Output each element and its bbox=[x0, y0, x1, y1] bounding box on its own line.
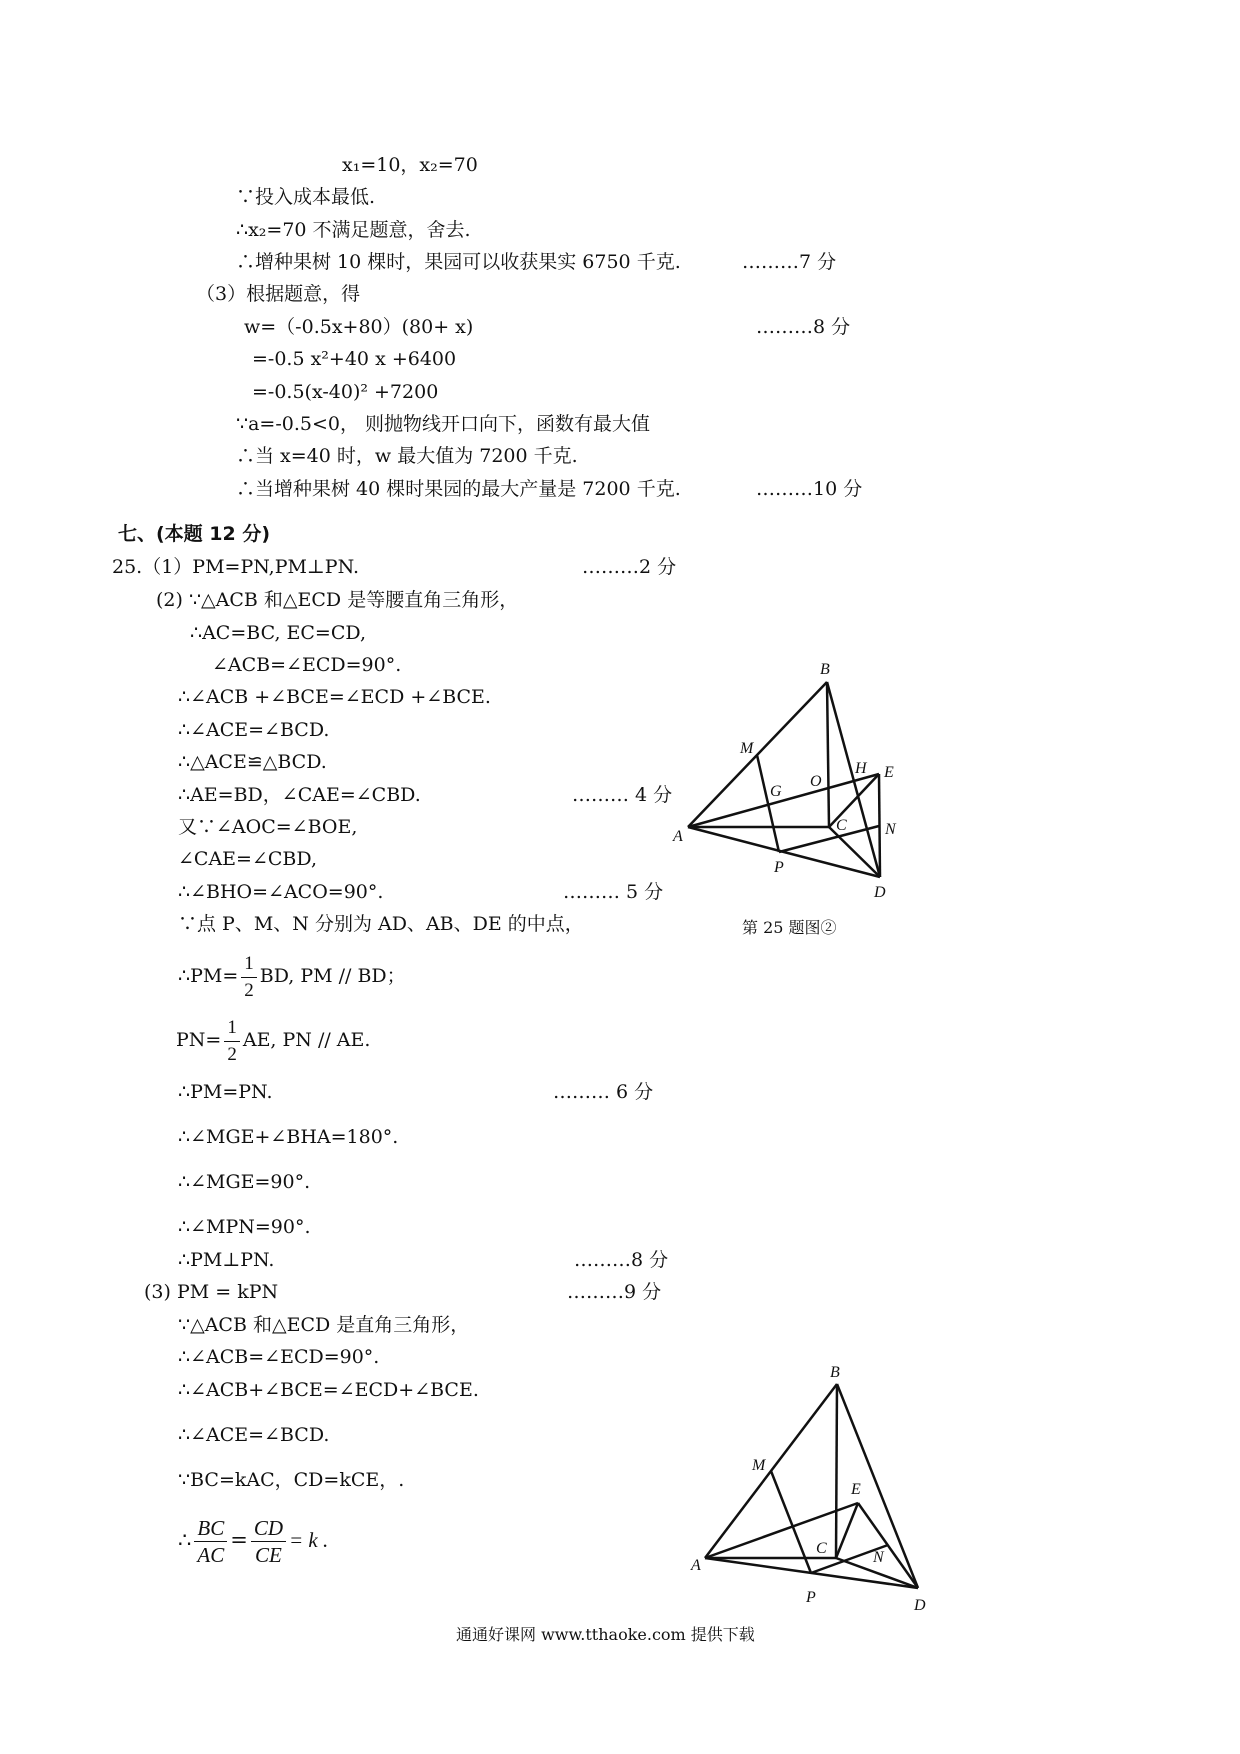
step-line-fraction bbox=[178, 948, 406, 1004]
segment-BC bbox=[827, 682, 829, 827]
step-line: ∴△ACE≌△BCD. bbox=[178, 751, 327, 773]
label-C: C bbox=[816, 1540, 827, 1557]
denominator: 2 bbox=[227, 1043, 237, 1065]
step-line: ∴PM=PN. bbox=[178, 1081, 273, 1103]
step-line: ∴∠MPN=90°. bbox=[178, 1216, 311, 1238]
text-part: BD, PM // BD； bbox=[259, 965, 406, 987]
text-part: ∴ bbox=[178, 1528, 192, 1552]
step-line: ∴∠MGE=90°. bbox=[178, 1171, 311, 1193]
step-line: ∴x₂=70 不满足题意，舍去. bbox=[236, 219, 471, 241]
text-part: = k . bbox=[289, 1528, 329, 1552]
text-part: = bbox=[230, 1528, 248, 1552]
label-P: P bbox=[774, 859, 784, 876]
score-mark: ………2 分 bbox=[582, 556, 677, 578]
segment-BD bbox=[827, 682, 880, 877]
segment-CE bbox=[836, 1503, 858, 1558]
step-line: ∵△ACB 和△ECD 是直角三角形， bbox=[178, 1314, 470, 1336]
step-line: ∴当 x=40 时，w 最大值为 7200 千克. bbox=[236, 445, 578, 467]
label-H: H bbox=[855, 760, 867, 777]
step-line: ∵a=-0.5<0， 则抛物线开口向下，函数有最大值 bbox=[236, 413, 651, 435]
step-line: ∴∠BHO=∠ACO=90°. bbox=[178, 881, 384, 903]
step-line: ∴∠ACB+∠BCE=∠ECD+∠BCE. bbox=[178, 1379, 479, 1401]
label-P: P bbox=[806, 1589, 816, 1606]
score-mark: ………9 分 bbox=[567, 1281, 662, 1303]
step-line: ∴AE=BD，∠CAE=∠CBD. bbox=[178, 784, 421, 806]
section-heading: 七、(本题 12 分) bbox=[118, 523, 271, 545]
figure-2-lines bbox=[705, 1384, 918, 1588]
segment-AB bbox=[688, 682, 827, 827]
label-G: G bbox=[770, 783, 782, 800]
score-mark: ………10 分 bbox=[756, 478, 863, 500]
step-line: ∵BC=kAC，CD=kCE，. bbox=[178, 1469, 405, 1491]
score-mark: ……… 5 分 bbox=[563, 881, 664, 903]
text-part: AE, PN // AE. bbox=[242, 1029, 371, 1051]
step-line: (3) PM = kPN bbox=[144, 1281, 279, 1303]
fraction-cd-ce bbox=[251, 1515, 286, 1568]
step-line: ∴∠ACE=∠BCD. bbox=[178, 719, 330, 741]
label-A: A bbox=[691, 1557, 701, 1574]
score-mark: ………8 分 bbox=[574, 1249, 669, 1271]
step-line: 25.（1）PM=PN,PM⊥PN. bbox=[112, 556, 360, 578]
denominator: AC bbox=[197, 1543, 225, 1567]
label-E: E bbox=[884, 764, 894, 781]
label-D: D bbox=[914, 1597, 926, 1614]
text-part: PN= bbox=[176, 1029, 222, 1051]
segment-AE bbox=[688, 774, 879, 827]
equation-line: =-0.5 x²+40 x +6400 bbox=[252, 348, 457, 370]
label-B: B bbox=[820, 661, 830, 678]
label-C: C bbox=[836, 817, 847, 834]
figure-1-lines bbox=[688, 682, 880, 877]
fraction-half bbox=[241, 951, 257, 1004]
step-line: ∴∠ACE=∠BCD. bbox=[178, 1424, 330, 1446]
numerator: 1 bbox=[241, 951, 257, 978]
numerator: BC bbox=[194, 1515, 227, 1542]
step-line: ∴PM⊥PN. bbox=[178, 1249, 275, 1271]
equation-roots: x₁=10，x₂=70 bbox=[342, 154, 478, 176]
geometry-figure-1 bbox=[660, 655, 920, 915]
denominator: 2 bbox=[244, 979, 254, 1001]
label-M: M bbox=[740, 740, 754, 757]
text-part: ∴PM= bbox=[178, 965, 239, 987]
segment-PN bbox=[779, 826, 879, 852]
ratio-equation bbox=[178, 1510, 328, 1570]
step-line: ∴∠MGE+∠BHA=180°. bbox=[178, 1126, 399, 1148]
fraction-bc-ac bbox=[194, 1515, 227, 1568]
step-line: (2) ∵△ACB 和△ECD 是等腰直角三角形， bbox=[156, 589, 519, 611]
step-line: ∴∠ACB +∠BCE=∠ECD +∠BCE. bbox=[178, 686, 491, 708]
fraction-half bbox=[224, 1015, 240, 1068]
step-line: ∠ACB=∠ECD=90°. bbox=[212, 654, 402, 676]
numerator: CD bbox=[251, 1515, 286, 1542]
denominator: CE bbox=[255, 1543, 282, 1567]
step-line: ∴增种果树 10 棵时，果园可以收获果实 6750 千克. bbox=[236, 251, 681, 273]
equation-line: w=（-0.5x+80）(80+ x) bbox=[244, 316, 474, 338]
step-line: ∵投入成本最低. bbox=[236, 186, 376, 208]
score-mark: ………8 分 bbox=[756, 316, 851, 338]
step-line: 又∵∠AOC=∠BOE, bbox=[178, 816, 358, 838]
step-line-fraction bbox=[176, 1012, 370, 1068]
label-M: M bbox=[752, 1457, 766, 1474]
geometry-figure-2 bbox=[680, 1360, 940, 1620]
score-mark: ………7 分 bbox=[742, 251, 837, 273]
numerator: 1 bbox=[224, 1015, 240, 1042]
label-E: E bbox=[851, 1481, 861, 1498]
footer-source: 通通好课网 www.tthaoke.com 提供下载 bbox=[456, 1625, 755, 1644]
label-N: N bbox=[873, 1549, 884, 1566]
step-line: ∠CAE=∠CBD, bbox=[178, 848, 317, 870]
figure-caption: 第 25 题图② bbox=[742, 918, 837, 937]
label-A: A bbox=[673, 828, 683, 845]
step-line: ∴∠ACB=∠ECD=90°. bbox=[178, 1346, 380, 1368]
step-line: ∴当增种果树 40 棵时果园的最大产量是 7200 千克. bbox=[236, 478, 681, 500]
step-line: ∴AC=BC, EC=CD, bbox=[190, 622, 366, 644]
score-mark: ……… 6 分 bbox=[553, 1081, 654, 1103]
label-O: O bbox=[810, 773, 822, 790]
segment-BC bbox=[836, 1384, 837, 1558]
segment-ED bbox=[879, 774, 880, 877]
equation-line: =-0.5(x-40)² +7200 bbox=[252, 381, 439, 403]
label-N: N bbox=[885, 821, 896, 838]
label-B: B bbox=[830, 1364, 840, 1381]
label-D: D bbox=[874, 884, 886, 901]
step-line: （3）根据题意，得 bbox=[196, 283, 361, 305]
score-mark: ……… 4 分 bbox=[572, 784, 673, 806]
step-line: ∵点 P、M、N 分别为 AD、AB、DE 的中点， bbox=[178, 913, 584, 935]
